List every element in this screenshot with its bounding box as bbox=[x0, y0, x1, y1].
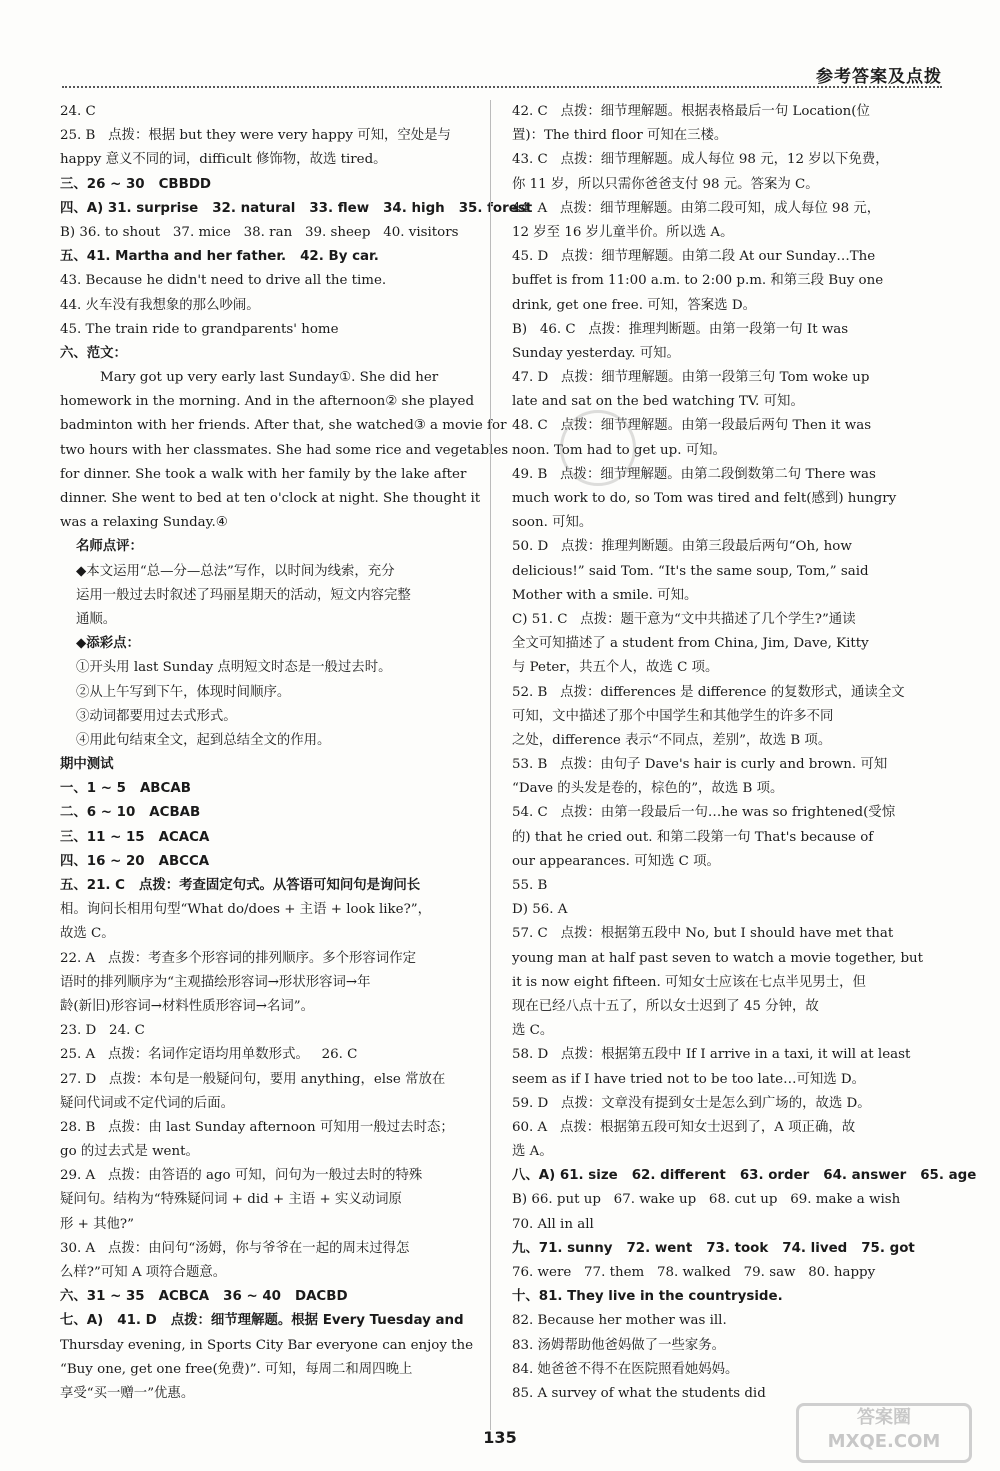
text-line: soon. 可知。 bbox=[512, 515, 593, 531]
text-line: 76. were 77. them 78. walked 79. saw 80. happy bbox=[512, 1265, 876, 1280]
text-line: 十、81. They live in the countryside. bbox=[512, 1289, 783, 1305]
text-line: 四、A) 31. surprise 32. natural 33. flew 34. high 35. forest bbox=[60, 200, 533, 216]
text-line: go 的过去式是 went。 bbox=[60, 1144, 199, 1160]
site-watermark-logo bbox=[796, 1403, 972, 1463]
text-line: 49. B 点拨：细节理解题。由第二段倒数第二句 There was bbox=[512, 466, 876, 482]
text-line: 六、31 ~ 35 ACBCA 36 ~ 40 DACBD bbox=[60, 1289, 348, 1305]
text-line: C) 51. C 点拨：题干意为“文中共描述了几个学生?”通读 bbox=[512, 611, 856, 627]
text-line: ①开头用 last Sunday 点明短文时态是一般过去时。 bbox=[76, 660, 392, 676]
text-line: noon. Tom had to get up. 可知。 bbox=[512, 442, 726, 458]
text-line: 44. 火车没有我想象的那么吵闹。 bbox=[60, 297, 260, 313]
text-line: 45. The train ride to grandparents' home bbox=[60, 321, 339, 337]
text-line: happy 意义不同的词，difficult 修饰物，故选 tired。 bbox=[60, 152, 387, 168]
text-line: “Dave 的头发是卷的，棕色的”，故选 B 项。 bbox=[512, 781, 784, 797]
text-line: 龄(新旧)形容词→材料性质形容词→名词”。 bbox=[60, 998, 314, 1014]
text-line: 24. C bbox=[60, 104, 96, 119]
text-line: B) 46. C 点拨：推理判断题。由第一段第一句 It was bbox=[512, 321, 849, 337]
text-line: 60. A 点拨：根据第五段可知女士迟到了，A 项正确，故 bbox=[512, 1119, 856, 1135]
text-line: 现在已经八点十五了，所以女士迟到了 45 分钟，故 bbox=[512, 998, 819, 1014]
text-line: ②从上午写到下午，体现时间顺序。 bbox=[76, 684, 291, 700]
text-line: 30. A 点拨：由问句“汤姆，你与爷爷在一起的周末过得怎 bbox=[60, 1240, 410, 1256]
text-line: much work to do, so Tom was tired and felt(感到) hungry bbox=[512, 491, 897, 506]
text-line: 七、A) 41. D 点拨：细节理解题。根据 Every Tuesday and bbox=[60, 1313, 464, 1329]
text-line: 选 C。 bbox=[512, 1023, 554, 1039]
text-line: 58. D 点拨：根据第五段中 If I arrive in a taxi, it will at least bbox=[512, 1047, 911, 1063]
text-line: 置)：The third floor 可知在三楼。 bbox=[512, 128, 728, 144]
text-line: 之处，difference 表示“不同点，差别”，故选 B 项。 bbox=[512, 732, 832, 748]
text-line: 47. D 点拨：细节理解题。由第一段第三句 Tom woke up bbox=[512, 370, 870, 386]
text-line: 形 + 其他?” bbox=[60, 1216, 134, 1232]
text-line: badminton with her friends. After that, she watched③ a movie for bbox=[60, 418, 507, 434]
right-column bbox=[512, 100, 977, 1406]
text-line: 享受“买一赠一”优惠。 bbox=[60, 1385, 195, 1401]
text-line: 疑问句。结构为“特殊疑问词 + did + 主语 + 实义动词原 bbox=[60, 1192, 402, 1208]
text-line: 你 11 岁，所以只需你爸爸支付 98 元。答案为 C。 bbox=[512, 176, 819, 192]
text-line: 42. C 点拨：细节理解题。根据表格最后一句 Location(位 bbox=[512, 104, 870, 119]
text-line: ③动词都要用过去式形式。 bbox=[76, 708, 237, 724]
text-line: 43. Because he didn't need to drive all the time. bbox=[60, 273, 387, 289]
text-line: Sunday yesterday. 可知。 bbox=[512, 345, 680, 361]
text-line: 44. A 点拨：细节理解题。由第二段可知，成人每位 98 元， bbox=[512, 200, 881, 216]
text-line: 54. C 点拨：由第一段最后一句…he was so frightened(受惊 bbox=[512, 805, 896, 821]
column-divider bbox=[490, 100, 491, 1430]
text-line: our appearances. 可知选 C 项。 bbox=[512, 853, 720, 869]
text-line: ◆本文运用“总—分—总法”写作，以时间为线索，充分 bbox=[76, 563, 395, 579]
text-line: young man at half past seven to watch a movie together, but bbox=[512, 950, 924, 966]
watermark-line1: 答案圈 bbox=[857, 1407, 911, 1428]
text-line: 三、11 ~ 15 ACACA bbox=[60, 829, 210, 845]
text-line: 四、16 ~ 20 ABCCA bbox=[60, 853, 210, 869]
text-line: delicious!” said Tom. “It's the same soup, Tom,” said bbox=[512, 563, 869, 579]
text-line: 52. B 点拨：differences 是 difference 的复数形式，通读全文 bbox=[512, 684, 905, 700]
text-line: Thursday evening, in Sports City Bar everyone can enjoy the bbox=[60, 1337, 474, 1353]
text-line: 通顺。 bbox=[76, 611, 117, 627]
text-line: B) 66. put up 67. wake up 68. cut up 69. make a wish bbox=[512, 1192, 901, 1208]
text-line: ◆添彩点： bbox=[76, 636, 140, 652]
text-line: 六、范文： bbox=[60, 345, 127, 361]
text-line: late and sat on the bed watching TV. 可知。 bbox=[512, 394, 804, 410]
text-line: 57. C 点拨：根据第五段中 No, but I should have met that bbox=[512, 926, 894, 942]
text-line: 12 岁至 16 岁儿童半价。所以选 A。 bbox=[512, 224, 734, 240]
text-line: 期中测试 bbox=[60, 757, 114, 773]
text-line: 22. A 点拨：考查多个形容词的排列顺序。多个形容词作定 bbox=[60, 950, 416, 966]
text-line: 八、A) 61. size 62. different 63. order 64. answer 65. age bbox=[512, 1168, 977, 1184]
text-line: 疑问代词或不定代词的后面。 bbox=[60, 1095, 235, 1111]
text-line: dinner. She went to bed at ten o'clock at night. She thought it bbox=[60, 491, 481, 506]
text-line: 全文可知描述了 a student from China, Jim, Dave, Kitty bbox=[512, 636, 869, 652]
page-number: 135 bbox=[483, 1428, 517, 1447]
text-line: it is now eight fifteen. 可知女士应该在七点半见男士，但 bbox=[512, 974, 866, 990]
text-line: 名师点评： bbox=[76, 539, 143, 555]
text-line: two hours with her classmates. She had some rice and vegetables bbox=[60, 442, 509, 458]
watermark-line2: MXQE.COM bbox=[827, 1431, 941, 1452]
text-line: 相。询问长相用句型“What do/does + 主语 + look like?”， bbox=[60, 902, 431, 918]
text-line: 27. D 点拨：本句是一般疑问句，要用 anything，else 常放在 bbox=[60, 1071, 446, 1087]
text-line: “Buy one, get one free(免费)”. 可知，每周二和周四晚上 bbox=[60, 1361, 413, 1377]
text-line: D) 56. A bbox=[512, 902, 568, 918]
text-line: 的) that he cried out. 和第二段第一句 That's because of bbox=[512, 829, 874, 845]
text-line: 二、6 ~ 10 ACBAB bbox=[60, 805, 201, 821]
text-line: 么样?”可知 A 项符合题意。 bbox=[60, 1265, 227, 1280]
text-line: 55. B bbox=[512, 878, 548, 893]
text-line: 选 A。 bbox=[512, 1144, 553, 1160]
text-line: 运用一般过去时叙述了玛丽星期天的活动，短文内容完整 bbox=[76, 587, 411, 603]
text-line: 50. D 点拨：推理判断题。由第三段最后两句“Oh, how bbox=[512, 539, 852, 555]
text-line: 语时的排列顺序为“主观描绘形容词→形状形容词→年 bbox=[60, 974, 371, 990]
text-line: seem as if I have tried not to be too late…可知选 D。 bbox=[512, 1071, 866, 1087]
text-line: 23. D 24. C bbox=[60, 1023, 145, 1039]
text-line: 70. All in all bbox=[512, 1216, 594, 1232]
text-line: 85. A survey of what the students did bbox=[512, 1385, 766, 1401]
header-title: 参考答案及点拨 bbox=[816, 67, 942, 87]
text-line: 43. C 点拨：细节理解题。成人每位 98 元，12 岁以下免费， bbox=[512, 152, 889, 168]
text-line: 可知，文中描述了那个中国学生和其他学生的许多不同 bbox=[512, 708, 834, 724]
text-line: 29. A 点拨：由答语的 ago 可知，问句为一般过去时的特殊 bbox=[60, 1168, 423, 1184]
text-line: 故选 C。 bbox=[60, 926, 115, 942]
text-line: drink, get one free. 可知，答案选 D。 bbox=[512, 297, 756, 313]
text-line: for dinner. She took a walk with her family by the lake after bbox=[60, 466, 467, 482]
text-line: 与 Peter，共五个人，故选 C 项。 bbox=[512, 660, 719, 676]
text-line: was a relaxing Sunday.④ bbox=[60, 515, 228, 531]
text-line: Mother with a smile. 可知。 bbox=[512, 587, 698, 603]
text-line: 五、41. Martha and her father. 42. By car. bbox=[60, 249, 379, 265]
text-line: 45. D 点拨：细节理解题。由第二段 At our Sunday…The bbox=[512, 249, 876, 265]
text-line: ④用此句结束全文，起到总结全文的作用。 bbox=[76, 732, 331, 748]
text-line: 84. 她爸爸不得不在医院照看她妈妈。 bbox=[512, 1361, 739, 1377]
text-line: 九、71. sunny 72. went 73. took 74. lived 75. got bbox=[512, 1240, 915, 1256]
text-line: 25. A 点拨：名词作定语均用单数形式。 26. C bbox=[60, 1047, 358, 1063]
text-line: homework in the morning. And in the afternoon② she played bbox=[60, 394, 475, 410]
text-line: buffet is from 11:00 a.m. to 2:00 p.m. 和第三段 Buy one bbox=[512, 273, 884, 289]
text-line: Mary got up very early last Sunday①. She did her bbox=[100, 370, 439, 386]
text-line: 28. B 点拨：由 last Sunday afternoon 可知用一般过去时态； bbox=[60, 1119, 454, 1135]
text-line: 83. 汤姆帮助他爸妈做了一些家务。 bbox=[512, 1337, 726, 1353]
text-line: 三、26 ~ 30 CBBDD bbox=[60, 176, 212, 192]
text-line: 一、1 ~ 5 ABCAB bbox=[60, 781, 191, 797]
page-header bbox=[62, 58, 942, 88]
header-rule bbox=[62, 86, 942, 88]
text-line: 53. B 点拨：由句子 Dave's hair is curly and brown. 可知 bbox=[512, 757, 888, 773]
text-line: 48. C 点拨：细节理解题。由第一段最后两句 Then it was bbox=[512, 418, 872, 434]
text-line: 五、21. C 点拨：考查固定句式。从答语可知问句是询问长 bbox=[60, 878, 421, 893]
text-line: B) 36. to shout 37. mice 38. ran 39. sheep 40. visitors bbox=[60, 224, 459, 240]
text-line: 25. B 点拨：根据 but they were very happy 可知，空处是与 bbox=[60, 128, 451, 144]
text-line: 59. D 点拨：文章没有提到女士是怎么到广场的，故选 D。 bbox=[512, 1095, 871, 1111]
text-line: 82. Because her mother was ill. bbox=[512, 1313, 727, 1329]
faint-stamp-mark bbox=[560, 410, 636, 486]
